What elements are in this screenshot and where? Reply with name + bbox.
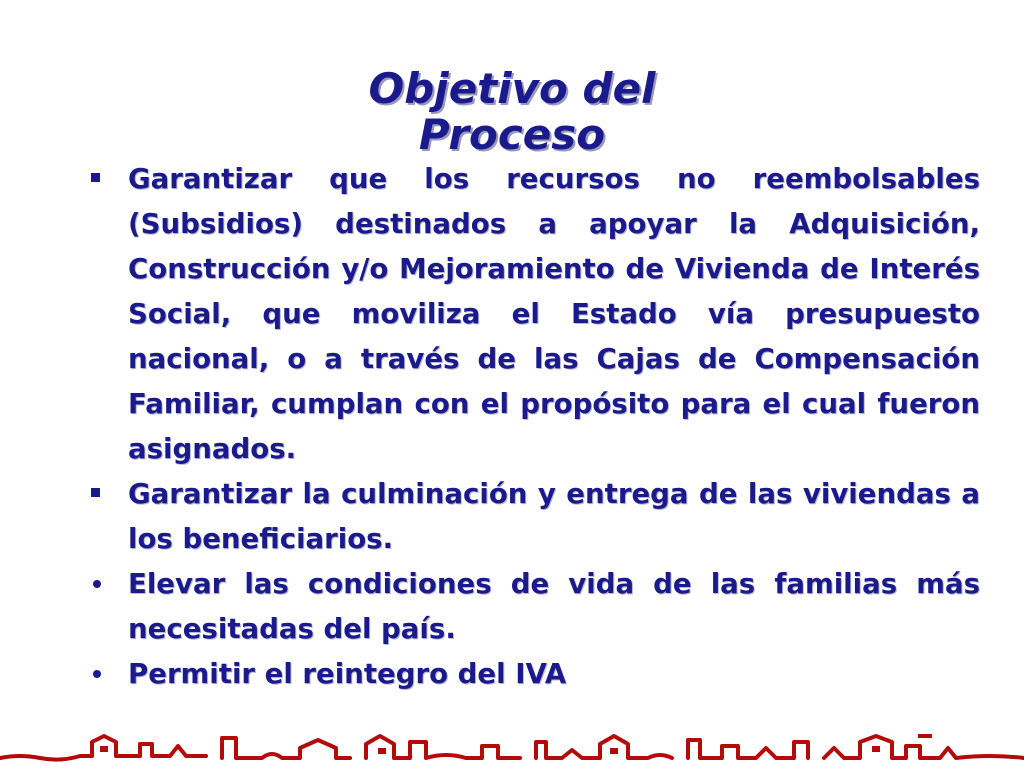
title-line-1: Objetivo del bbox=[368, 64, 656, 114]
house-window bbox=[918, 734, 932, 738]
house-window bbox=[100, 746, 108, 752]
house-window bbox=[872, 746, 880, 752]
house-silhouette-3 bbox=[366, 736, 520, 758]
house-silhouette-4 bbox=[536, 736, 672, 758]
bullet-item bbox=[86, 156, 980, 471]
dot-bullet-icon bbox=[88, 651, 118, 696]
house-window bbox=[610, 748, 618, 754]
square-bullet-icon bbox=[88, 471, 118, 516]
bullet-text: Elevar las condiciones de vida de las familias más necesitadas del país. bbox=[128, 567, 980, 645]
dot-bullet-icon bbox=[88, 561, 118, 606]
bullet-text: Garantizar que los recursos no reembolsables (Subsidios) destinados a apoyar la Adquisición, Construcción y/o Mejoramiento de Vivienda de Interés Social, que moviliza el Estado vía presupuesto nacional, o a través de las Cajas de Compensación Familiar, cumplan con el propósito para el cual fueron asignados. bbox=[128, 162, 980, 465]
bullet-list bbox=[86, 156, 980, 696]
bullet-item bbox=[86, 471, 980, 561]
house-silhouette-6 bbox=[824, 736, 1024, 758]
bullet-text: Permitir el reintegro del IVA bbox=[128, 657, 567, 690]
slide-title bbox=[0, 66, 1024, 158]
bullet-text: Garantizar la culminación y entrega de las viviendas a los beneficiarios. bbox=[128, 477, 980, 555]
bullet-item bbox=[86, 651, 980, 696]
title-line-2: Proceso bbox=[418, 110, 606, 160]
house-silhouettes-border bbox=[0, 728, 1024, 768]
bullet-item bbox=[86, 561, 980, 651]
house-window bbox=[378, 748, 386, 754]
square-bullet-icon bbox=[88, 156, 118, 201]
house-silhouette-5 bbox=[688, 740, 808, 758]
house-silhouette-2 bbox=[222, 738, 350, 758]
